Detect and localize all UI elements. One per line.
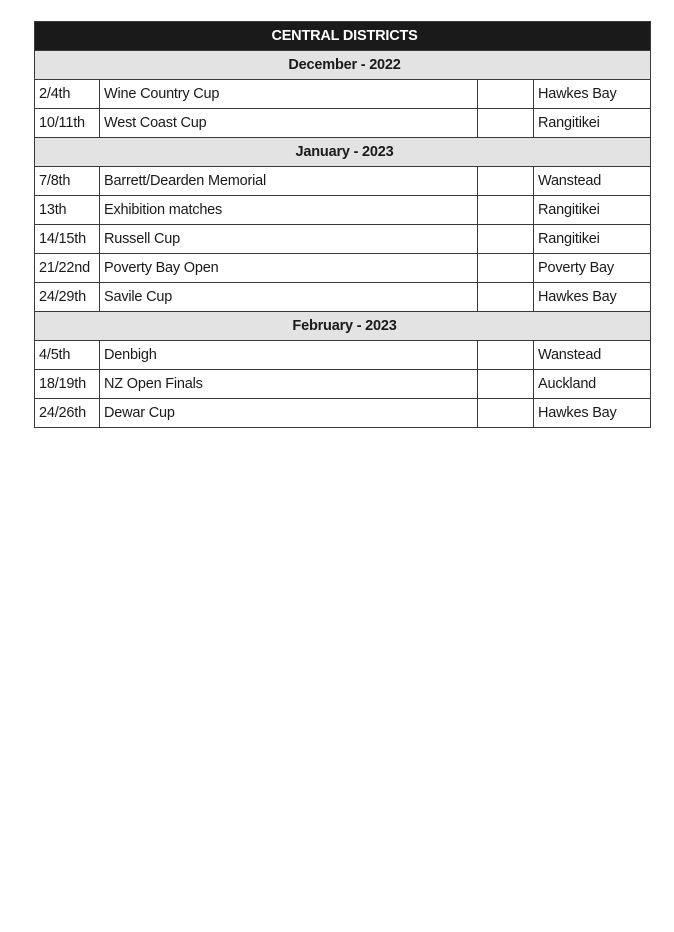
table-row xyxy=(35,254,651,283)
event-name: Savile Cup xyxy=(100,283,478,312)
event-date: 18/19th xyxy=(35,370,100,399)
event-name: Exhibition matches xyxy=(100,196,478,225)
event-extra xyxy=(478,370,534,399)
event-extra xyxy=(478,399,534,428)
event-date: 21/22nd xyxy=(35,254,100,283)
table-row xyxy=(35,196,651,225)
table-row xyxy=(35,370,651,399)
month-row xyxy=(35,51,651,80)
month-row xyxy=(35,312,651,341)
event-name: Barrett/Dearden Memorial xyxy=(100,167,478,196)
table-title: CENTRAL DISTRICTS xyxy=(35,22,651,51)
event-venue: Rangitikei xyxy=(534,109,651,138)
event-date: 24/29th xyxy=(35,283,100,312)
event-extra xyxy=(478,225,534,254)
event-venue: Rangitikei xyxy=(534,225,651,254)
event-name: West Coast Cup xyxy=(100,109,478,138)
table-row xyxy=(35,283,651,312)
table-row xyxy=(35,399,651,428)
event-extra xyxy=(478,167,534,196)
event-venue: Hawkes Bay xyxy=(534,80,651,109)
event-name: Wine Country Cup xyxy=(100,80,478,109)
title-row xyxy=(35,22,651,51)
event-venue: Wanstead xyxy=(534,341,651,370)
month-label: February - 2023 xyxy=(35,312,651,341)
event-extra xyxy=(478,80,534,109)
month-row xyxy=(35,138,651,167)
event-date: 14/15th xyxy=(35,225,100,254)
table-row xyxy=(35,109,651,138)
table-row xyxy=(35,225,651,254)
event-date: 2/4th xyxy=(35,80,100,109)
event-date: 10/11th xyxy=(35,109,100,138)
month-label: January - 2023 xyxy=(35,138,651,167)
table-row xyxy=(35,167,651,196)
event-extra xyxy=(478,254,534,283)
event-name: Poverty Bay Open xyxy=(100,254,478,283)
event-venue: Auckland xyxy=(534,370,651,399)
event-extra xyxy=(478,109,534,138)
event-name: Russell Cup xyxy=(100,225,478,254)
event-date: 7/8th xyxy=(35,167,100,196)
event-extra xyxy=(478,196,534,225)
event-extra xyxy=(478,341,534,370)
event-venue: Rangitikei xyxy=(534,196,651,225)
event-date: 4/5th xyxy=(35,341,100,370)
event-venue: Hawkes Bay xyxy=(534,399,651,428)
table-row xyxy=(35,80,651,109)
event-name: Dewar Cup xyxy=(100,399,478,428)
event-venue: Wanstead xyxy=(534,167,651,196)
table-row xyxy=(35,341,651,370)
event-date: 24/26th xyxy=(35,399,100,428)
event-venue: Poverty Bay xyxy=(534,254,651,283)
schedule-table xyxy=(34,21,651,428)
event-name: Denbigh xyxy=(100,341,478,370)
event-name: NZ Open Finals xyxy=(100,370,478,399)
event-extra xyxy=(478,283,534,312)
event-date: 13th xyxy=(35,196,100,225)
month-label: December - 2022 xyxy=(35,51,651,80)
event-venue: Hawkes Bay xyxy=(534,283,651,312)
